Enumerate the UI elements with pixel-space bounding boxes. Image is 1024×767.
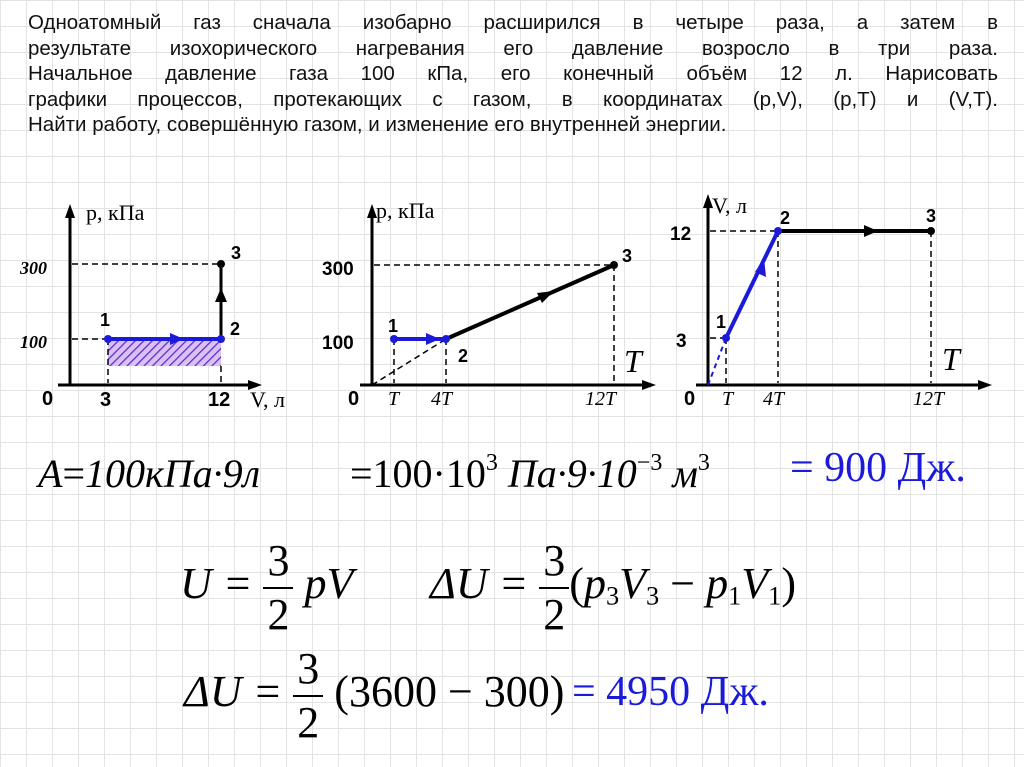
delta-u-numeric-lhs: ΔU = bbox=[184, 667, 283, 717]
pt-x-axis-label: T bbox=[624, 343, 642, 379]
work-lhs: A bbox=[38, 451, 63, 496]
pt-arrow-1-2-icon bbox=[426, 333, 440, 345]
pt-arrow-2-3-icon bbox=[537, 291, 554, 303]
pt-x-tick-t: T bbox=[388, 388, 400, 410]
vt-point-1 bbox=[722, 334, 730, 342]
energy-frac-den: 2 bbox=[267, 590, 290, 639]
pv-y-tick-300: 300 bbox=[20, 258, 47, 278]
delta-u-frac bbox=[539, 535, 569, 641]
energy-result-text: = 4950 Дж. bbox=[572, 669, 769, 715]
work-expr2-c: м bbox=[672, 451, 698, 496]
delta-u-minus: − bbox=[659, 559, 707, 609]
pv-origin: 0 bbox=[42, 388, 54, 410]
vt-x-arrow-icon bbox=[978, 380, 992, 390]
pv-y-tick-100: 100 bbox=[20, 332, 47, 352]
delta-u-v1: V bbox=[741, 559, 769, 609]
pv-point-1 bbox=[104, 335, 112, 343]
pt-point-3 bbox=[610, 261, 618, 269]
delta-u-numeric-frac bbox=[293, 643, 323, 749]
vt-process-1-2 bbox=[726, 231, 778, 338]
energy-frac bbox=[263, 535, 293, 641]
vt-point-2 bbox=[774, 227, 782, 235]
pv-x-axis-label: V, л bbox=[250, 387, 286, 412]
graph-vt bbox=[670, 193, 992, 410]
delta-u-numeric bbox=[184, 643, 564, 749]
work-result bbox=[790, 444, 966, 492]
work-expr2-a: =100·10 bbox=[350, 451, 486, 496]
delta-u-numeric-num: 3 bbox=[293, 643, 323, 697]
problem-line-4: графики процессов, протекающих с газом, в координатах (p,V), (p,T) и (V,T). bbox=[28, 87, 998, 111]
pt-label-1: 1 bbox=[388, 316, 399, 336]
work-expr1: 100кПа·9л bbox=[85, 451, 261, 496]
vt-x-tick-4t: 4T bbox=[763, 388, 785, 410]
work-exp-3: 3 bbox=[485, 450, 498, 477]
work-expr2-b: Па·9·10 bbox=[507, 451, 637, 496]
delta-u-formula bbox=[430, 535, 796, 641]
graph-pt bbox=[322, 198, 656, 410]
pv-point-2 bbox=[217, 335, 225, 343]
vt-x-tick-12t: 12T bbox=[913, 388, 945, 410]
vt-origin: 0 bbox=[684, 388, 696, 410]
delta-u-numeric-expr: (3600 − 300) bbox=[334, 667, 565, 717]
vt-x-axis-label: T bbox=[942, 341, 960, 377]
pv-x-tick-12: 12 bbox=[208, 389, 231, 411]
delta-u-p1: p bbox=[706, 559, 729, 609]
pt-x-tick-4t: 4T bbox=[431, 388, 453, 410]
vt-point-3 bbox=[927, 227, 935, 235]
pv-work-area bbox=[108, 339, 221, 366]
pv-y-axis-label: p, кПа bbox=[86, 200, 145, 225]
pt-x-tick-12t: 12T bbox=[585, 388, 617, 410]
delta-u-numeric-den: 2 bbox=[297, 698, 320, 747]
vt-x-tick-t: T bbox=[722, 388, 734, 410]
work-exp-cube: 3 bbox=[697, 450, 710, 477]
work-formula bbox=[38, 450, 260, 497]
graph-pv bbox=[19, 200, 285, 412]
energy-frac-num: 3 bbox=[263, 535, 293, 589]
pt-origin: 0 bbox=[348, 388, 360, 410]
pt-label-3: 3 bbox=[622, 246, 633, 266]
delta-u-sub1b: 1 bbox=[768, 580, 782, 611]
pt-label-2: 2 bbox=[458, 346, 469, 366]
problem-line-3: Начальное давление газа 100 кПа, его конечный объём 12 л. Нарисовать bbox=[28, 62, 998, 85]
pv-label-2: 2 bbox=[230, 319, 241, 339]
work-result-text: = 900 Дж. bbox=[790, 445, 966, 491]
delta-u-open: ( bbox=[569, 559, 584, 609]
vt-y-axis-label: V, л bbox=[712, 193, 748, 218]
pt-y-tick-300: 300 bbox=[322, 259, 354, 280]
pv-point-3 bbox=[217, 260, 225, 268]
energy-u-lhs: U = bbox=[180, 559, 253, 609]
vt-label-2: 2 bbox=[780, 208, 791, 228]
delta-u-close: ) bbox=[781, 559, 797, 609]
problem-line-5: Найти работу, совершённую газом, и изменение его внутренней энергии. bbox=[28, 113, 727, 136]
problem-line-1: Одноатомный газ сначала изобарно расширился в четыре раза, а затем в bbox=[28, 11, 998, 34]
pt-point-2 bbox=[442, 335, 450, 343]
work-exp-m3: −3 bbox=[636, 450, 663, 477]
energy-pv: pV bbox=[304, 559, 354, 609]
delta-u-sub3b: 3 bbox=[646, 580, 660, 611]
delta-u-lhs: ΔU = bbox=[430, 559, 529, 609]
pt-dash-origin bbox=[372, 339, 446, 385]
pv-arrow-2-3-icon bbox=[215, 288, 227, 302]
pt-process-2-3 bbox=[446, 265, 614, 339]
energy-result bbox=[572, 668, 769, 716]
pt-point-1 bbox=[390, 335, 398, 343]
delta-u-sub3a: 3 bbox=[605, 580, 620, 611]
work-eq: = bbox=[62, 451, 85, 496]
pv-label-3: 3 bbox=[231, 243, 242, 263]
pt-y-tick-100: 100 bbox=[322, 333, 354, 354]
pv-label-1: 1 bbox=[100, 310, 111, 330]
pv-x-tick-3: 3 bbox=[100, 389, 112, 411]
vt-dash-origin bbox=[708, 338, 726, 385]
vt-y-tick-3: 3 bbox=[676, 331, 687, 352]
pt-x-arrow-icon bbox=[642, 380, 656, 390]
vt-arrow-2-3-icon bbox=[864, 225, 878, 237]
delta-u-v3: V bbox=[619, 559, 647, 609]
delta-u-frac-den: 2 bbox=[543, 590, 566, 639]
pv-y-arrow-icon bbox=[65, 204, 75, 218]
delta-u-frac-num: 3 bbox=[539, 535, 569, 589]
delta-u-sub1a: 1 bbox=[728, 580, 742, 611]
vt-y-tick-12: 12 bbox=[670, 224, 692, 245]
pt-y-axis-label: p, кПа bbox=[376, 198, 435, 223]
problem-line-2: результате изохорического нагревания его давление возросло в три раза. bbox=[28, 36, 998, 60]
delta-u-p3: p bbox=[583, 559, 606, 609]
vt-label-3: 3 bbox=[926, 206, 937, 226]
energy-formula bbox=[180, 535, 353, 641]
vt-label-1: 1 bbox=[716, 312, 727, 332]
work-formula-si bbox=[350, 450, 710, 497]
